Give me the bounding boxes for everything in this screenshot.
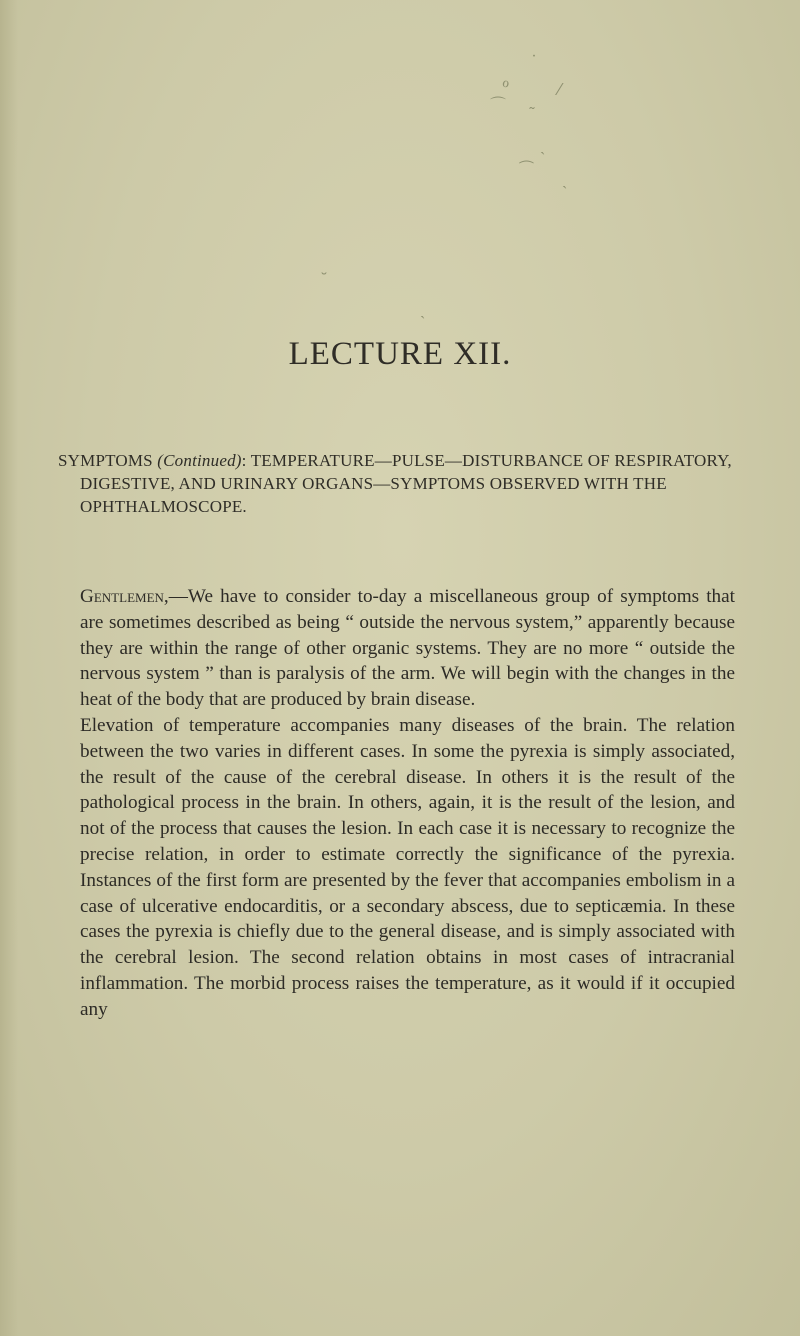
summary-qualifier: (Continued)	[157, 451, 242, 470]
summary-lead: SYMPTOMS	[58, 451, 153, 470]
summary-topics: : TEMPERATURE—PULSE—DISTURBANCE OF RESPIRATORY, DIGESTIVE, AND URINARY ORGANS—SYMPTOMS OBSERVED WITH THE OPHTHALMOSCOPE.	[80, 451, 732, 516]
page-edge-shadow	[0, 0, 18, 1336]
paragraph-temperature: Elevation of temperature accompanies many diseases of the brain. The relation between the two varies in different cases. In some the pyrexia is simply associated, the result of the cause of the cerebral disease. In others it is the result of the pathological process in the brain. In others, again, it is the result of the lesion, and not of the process that causes the lesion. In each case it is necessary to recognize the precise relation, in order to estimate correctly the significance of the pyrexia. Instances of the first form are presented by the fever that accompanies embolism in a case of ulcerative endocarditis, or a secondary abscess, due to septicæmia. In these cases the pyrexia is chiefly due to the general disease, and is simply associated with the cerebral lesion. The second relation obtains in most cases of intracranial inflammation. The morbid process raises the temperature, as it would if it occupied any	[80, 714, 735, 1020]
stray-marks: ˙ ℴ ⌒ ˜ ⁄ ˎ ⁀ ˏ ˘ ˎ	[320, 52, 568, 319]
lecture-body	[80, 584, 735, 1023]
paragraph-opening	[80, 584, 735, 713]
lecture-title: LECTURE XII.	[288, 336, 512, 372]
lecture-summary	[58, 449, 780, 518]
salutation: Gentlemen,	[80, 586, 169, 607]
paragraph-1-text: —We have to consider to-day a miscellaneous group of symptoms that are sometimes described as being “ outside the nervous system,” apparently because they are within the range of other organic systems. They are no more “ outside the nervous system ” than is paralysis of the arm. We will begin with the changes in the heat of the body that are produced by brain disease.	[80, 586, 735, 711]
